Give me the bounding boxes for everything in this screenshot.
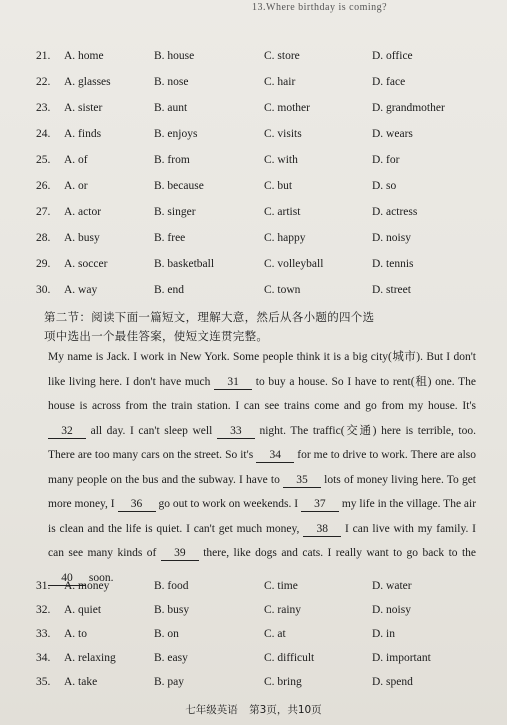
choice-d: D. water	[372, 580, 412, 592]
choice-a: A. home	[64, 50, 104, 62]
choice-a: A. take	[64, 676, 98, 688]
choice-d: D. wears	[372, 128, 413, 140]
choice-c: C. bring	[264, 676, 302, 688]
option-row-30	[0, 284, 507, 306]
option-row-23	[0, 102, 507, 124]
choice-b: B. free	[154, 232, 186, 244]
choice-b: B. aunt	[154, 102, 188, 114]
question-number: 32.	[36, 604, 51, 616]
choice-d: D. face	[372, 76, 406, 88]
choice-d: D. actress	[372, 206, 418, 218]
passage-text: to buy a house. So I have to rent(租) one. The house is across from the train station. I can see trains come and go from my house. It's	[48, 375, 477, 412]
choice-d: D. spend	[372, 676, 413, 688]
question-number: 31.	[36, 580, 51, 592]
choice-b: B. enjoys	[154, 128, 198, 140]
choice-a: A. of	[64, 154, 88, 166]
choice-a: A. actor	[64, 206, 102, 218]
section-two-instruction-line2: 项中选出一个最佳答案，使短文连贯完整。	[44, 329, 269, 343]
choice-b: B. house	[154, 50, 195, 62]
choice-b: B. pay	[154, 676, 185, 688]
choice-c: C. visits	[264, 128, 302, 140]
choice-d: D. street	[372, 284, 411, 296]
question-number: 23.	[36, 102, 51, 114]
choice-a: A. glasses	[64, 76, 111, 88]
footer-grade: 七年级英语	[185, 704, 238, 716]
choice-c: C. mother	[264, 102, 310, 114]
blank-33: 33	[217, 424, 255, 439]
choice-a: A. busy	[64, 232, 100, 244]
blank-37: 37	[301, 497, 339, 512]
passage-text: soon.	[88, 571, 114, 584]
option-row-29	[0, 258, 507, 280]
choice-b: B. easy	[154, 652, 188, 664]
blank-32: 32	[48, 424, 86, 439]
option-row-34	[0, 652, 507, 674]
choice-a: A. finds	[64, 128, 102, 140]
choice-a: A. quiet	[64, 604, 102, 616]
blank-39: 39	[161, 546, 199, 561]
blank-31: 31	[214, 375, 252, 390]
option-row-35	[0, 676, 507, 698]
choice-b: B. basketball	[154, 258, 215, 270]
passage-text: My name is Jack. I work in New York. Some people think it is a big city(城市). But I don't like living here. I don't have much	[48, 351, 476, 388]
option-row-31	[0, 580, 507, 602]
passage-text: I can live with my family. I can see many kinds of	[48, 522, 477, 559]
choice-c: C. at	[264, 628, 286, 640]
choice-a: A. or	[64, 180, 88, 192]
question-number: 26.	[36, 180, 51, 192]
passage-text: there, like dogs and cats. I really want to go back to the	[203, 547, 476, 559]
choice-b: B. from	[154, 154, 190, 166]
choice-a: A. to	[64, 628, 87, 640]
question-number: 29.	[36, 258, 51, 270]
choice-a: A. way	[64, 284, 98, 296]
option-row-25	[0, 154, 507, 176]
passage-text: all day. I can't sleep well	[90, 424, 213, 437]
choice-c: C. hair	[264, 76, 296, 88]
choice-a: A. soccer	[64, 258, 108, 270]
question-number: 24.	[36, 128, 51, 140]
question-number: 33.	[36, 628, 51, 640]
blank-35: 35	[283, 473, 321, 488]
option-row-26	[0, 180, 507, 202]
choice-a: A. relaxing	[64, 652, 116, 664]
choice-b: B. because	[154, 180, 204, 192]
choice-c: C. happy	[264, 232, 306, 244]
choice-d: D. grandmother	[372, 102, 445, 114]
option-row-32	[0, 604, 507, 626]
choice-c: C. store	[264, 50, 300, 62]
choice-d: D. tennis	[372, 258, 414, 270]
choice-b: B. on	[154, 628, 179, 640]
option-row-28	[0, 232, 507, 254]
choice-b: B. busy	[154, 604, 190, 616]
blank-38: 38	[303, 522, 341, 537]
passage-text: lots of money living here. To get more money, I	[48, 473, 476, 510]
option-row-21	[0, 50, 507, 72]
question-number: 21.	[36, 50, 51, 62]
choice-c: C. with	[264, 154, 298, 166]
choice-c: C. time	[264, 580, 298, 592]
choice-a: A. money	[64, 580, 110, 592]
passage-text: night. The traffic(交通) here is terrible, too. There are too many cars on the street. So it's	[48, 424, 476, 461]
footer-page-number: 第3页，共10页	[249, 704, 322, 716]
question-number: 28.	[36, 232, 51, 244]
blank-40: 40	[48, 571, 86, 586]
blank-34: 34	[256, 448, 294, 463]
passage-text: for me to drive to work. There are also many people on the bus and the subway. I have to	[48, 449, 477, 486]
question-number: 34.	[36, 652, 51, 664]
passage-text: go out to work on weekends. I	[158, 498, 299, 510]
choice-b: B. food	[154, 580, 189, 592]
option-row-22	[0, 76, 507, 98]
reading-passage	[48, 345, 476, 590]
option-row-24	[0, 128, 507, 150]
choice-c: C. difficult	[264, 652, 315, 664]
choice-d: D. in	[372, 628, 395, 640]
choice-d: D. important	[372, 652, 431, 664]
choice-b: B. singer	[154, 206, 196, 218]
choice-d: D. for	[372, 154, 400, 166]
choice-b: B. end	[154, 284, 185, 296]
choice-c: C. but	[264, 180, 293, 192]
choice-a: A. sister	[64, 102, 103, 114]
choice-d: D. noisy	[372, 604, 411, 616]
question-number: 30.	[36, 284, 51, 296]
choice-d: D. so	[372, 180, 397, 192]
header-fragment: 13.Where birthday is coming?	[252, 2, 388, 13]
section-two-instruction-line1: 第二节：阅读下面一篇短文，理解大意，然后从各小题的四个选	[44, 310, 375, 324]
blank-36: 36	[118, 497, 156, 512]
choice-c: C. town	[264, 284, 301, 296]
question-number: 22.	[36, 76, 51, 88]
option-row-27	[0, 206, 507, 228]
choice-c: C. artist	[264, 206, 301, 218]
question-number: 27.	[36, 206, 51, 218]
choice-d: D. noisy	[372, 232, 411, 244]
option-row-33	[0, 628, 507, 650]
choice-c: C. volleyball	[264, 258, 324, 270]
choice-d: D. office	[372, 50, 413, 62]
page-footer	[0, 702, 507, 717]
choice-c: C. rainy	[264, 604, 302, 616]
passage-text: my life in the village. The air is clean and the life is quiet. I can't get much money,	[48, 498, 477, 535]
choice-b: B. nose	[154, 76, 189, 88]
question-number: 35.	[36, 676, 51, 688]
question-number: 25.	[36, 154, 51, 166]
